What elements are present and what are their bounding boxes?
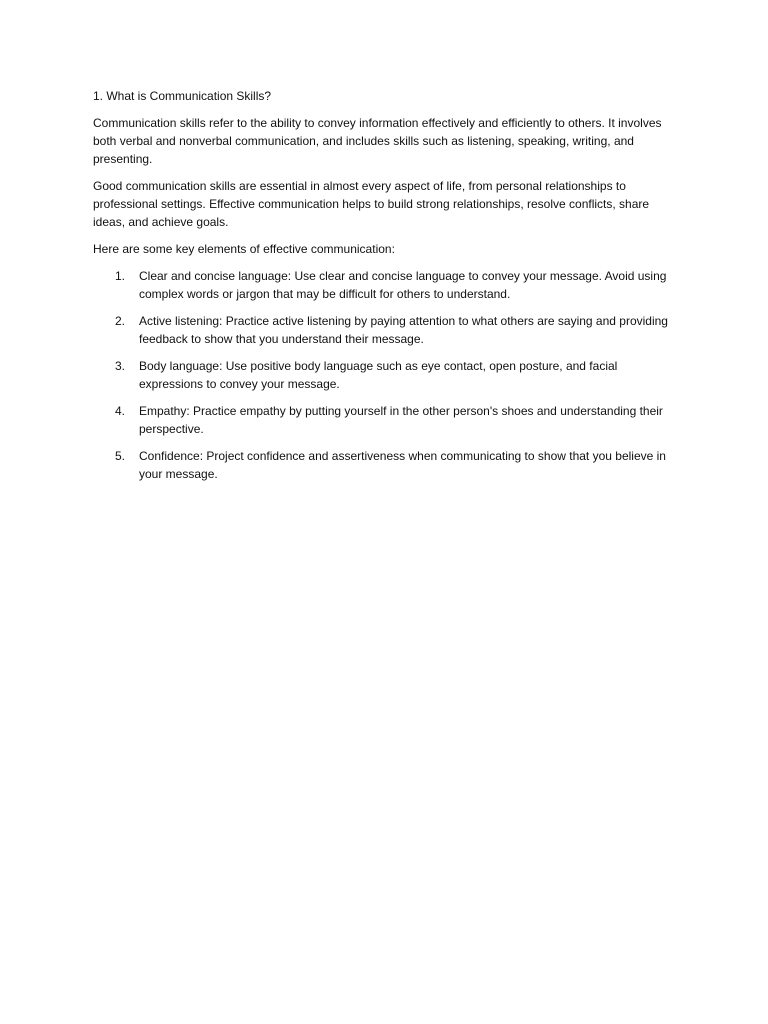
list-item-number: 3. [115, 359, 126, 373]
key-elements-list [93, 267, 683, 483]
list-item [93, 447, 683, 483]
section-heading: 1. What is Communication Skills? [93, 89, 272, 103]
list-item-text: Empathy: Practice empathy by putting yourself in the other person's shoes and understanding their perspective. [139, 404, 663, 436]
list-item [93, 267, 683, 303]
list-item-number: 1. [115, 269, 126, 283]
list-item-text: Clear and concise language: Use clear and concise language to convey your message. Avoid using complex words or jargon that may be difficult for others to understand. [139, 269, 667, 301]
list-item [93, 312, 683, 348]
list-item-number: 5. [115, 449, 126, 463]
list-item [93, 357, 683, 393]
list-intro-paragraph: Here are some key elements of effective communication: [93, 242, 395, 256]
list-item-number: 4. [115, 404, 126, 418]
list-item-text: Body language: Use positive body language such as eye contact, open posture, and facial expressions to convey your message. [139, 359, 618, 391]
importance-paragraph: Good communication skills are essential in almost every aspect of life, from personal relationships to professional settings. Effective communication helps to build strong relationships, resolve conflicts, share ideas, and achieve goals. [93, 179, 650, 229]
list-item-text: Confidence: Project confidence and assertiveness when communicating to show that you believe in your message. [139, 449, 666, 481]
list-item-text: Active listening: Practice active listening by paying attention to what others are saying and providing feedback to show that you understand their message. [139, 314, 668, 346]
document-body [93, 87, 683, 492]
intro-paragraph: Communication skills refer to the ability to convey information effectively and efficiently to others. It involves both verbal and nonverbal communication, and includes skills such as listening, speaking, writing, and presenting. [93, 116, 662, 166]
list-item-number: 2. [115, 314, 126, 328]
list-item [93, 402, 683, 438]
